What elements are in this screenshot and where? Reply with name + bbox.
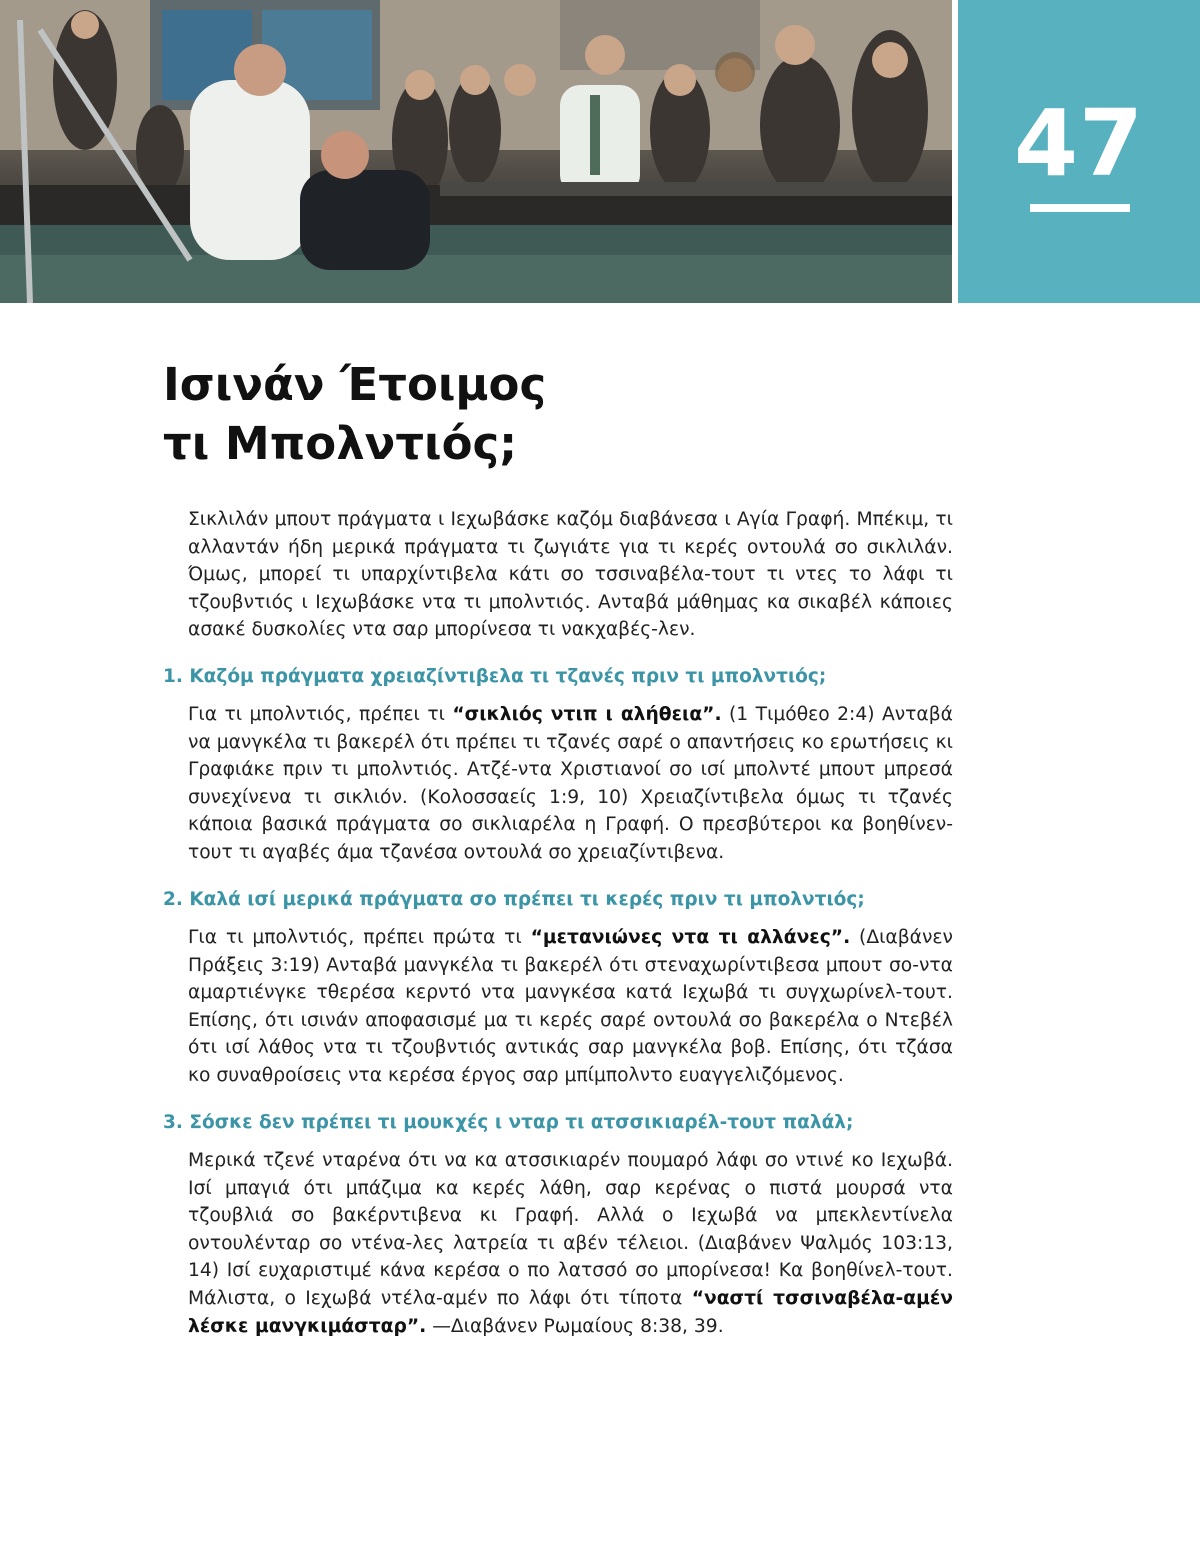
baptism-photo	[0, 0, 952, 303]
question-3-heading: 3. Σόσκε δεν πρέπει τι μουκχές ι νταρ τι ατσσικιαρέλ-τουτ παλάλ;	[163, 1112, 854, 1133]
question-1-heading: 1. Καζόμ πράγματα χρειαζίντιβελα τι τζανές πριν τι μπολντιός;	[163, 666, 827, 687]
lesson-number: 47	[1013, 90, 1145, 197]
lesson-number-box	[958, 0, 1200, 303]
intro-paragraph: Σικλιλάν μπουτ πράγματα ι Ιεχωβάσκε καζόμ διαβάνεσα ι Αγία Γραφή. Μπέκιμ, τι αλλαντάν ήδη μερικά πράγματα τι ζωγιάτε για τι κερές οντουλά σο σικλιλάν. Όμως, μπορεί τι υπαρχίντιβελα κάτι σο τσσιναβέλα-τουτ τι ντες το λάφι τι τζουβντιός ι Ιεχωβάσκε ντα τι μπολντιός. Ανταβά μάθημας κα σικαβέλ κάποιες ασακέ δυσκολίες ντα σαρ μπορίνεσα τι νακχαβές-λεν.	[188, 509, 953, 641]
page-title	[163, 355, 546, 473]
answer-2-text-cont: (Διαβάνεν Πράξεις 3:19) Ανταβά μανγκέλα τι βακερέλ ότι στεναχωρίντιβεσα μπουτ σο-ντα αμαρτιένγκε τθερέσα κερντό ντα μανγκέσα κατά Ιεχωβά τι συγχωρίνελ-τουτ. Επίσης, ότι ισινάν αποφασισμέ μα τι κερές σαρέ οντουλά σο βακερέλα ο Ντεβέλ ότι ισί λάθος ντα τι τζουβντιός αντικάς σαρ μανγκέλα βοβ. Επίσης, ότι τζάσα κο συναθροίσεις ντα κερέσα έργος σαρ μπίμπολντο ευαγγελιζόμενος.	[188, 927, 953, 1086]
question-2-heading: 2. Καλά ισί μερικά πράγματα σο πρέπει τι κερές πριν τι μπολντιός;	[163, 889, 865, 910]
answer-1-emphasis: “σικλιός ντιπ ι αλήθεια”.	[452, 704, 722, 725]
answer-2-emphasis: “μετανιώνες ντα τι αλλάνες”.	[530, 927, 851, 948]
question-2-answer	[188, 924, 953, 1090]
answer-2-text: Για τι μπολντιός, πρέπει πρώτα τι	[188, 927, 531, 948]
answer-3-emphasis: “ναστί τσσιναβέλα-αμέν λέσκε μανγκιμάσταρ”.	[188, 1287, 953, 1337]
answer-3-text-cont: —Διαβάνεν Ρωμαίους 8:38, 39.	[426, 1315, 724, 1337]
page-title-line-1: Ισινάν Έτοιμος	[163, 358, 547, 411]
answer-3-text: Μερικά τζενέ νταρένα ότι να κα ατσσικιαρέν πουμαρό λάφι σο ντινέ κο Ιεχωβά. Ισί μπαγιά ότι μπάζιμα κα κερές λάθη, σαρ κερένας ο πιστά μουρσά ντα τζουβλιά σο βακέρντιβενα κι Γραφή. Αλλά ο Ιεχωβά να μπεκλεντίνελα οντουλένταρ σο ντένα-λες λατρεία τι αβέν τέλειοι. (Διαβάνεν Ψαλμός 103:13, 14) Ισί ευχαριστιμέ κάνα κερέσα ο πο λατσσό σο μπορίνεσα! Κα βοηθίνελ-τουτ. Μάλιστα, ο Ιεχωβά ντέλα-αμέν πο λάφι ότι τίποτα	[188, 1150, 953, 1309]
lesson-number-underline	[1030, 204, 1130, 212]
baptism-photo-illustration	[0, 0, 952, 303]
question-3-answer	[188, 1147, 953, 1340]
page-title-line-2: τι Μπολντιός;	[163, 417, 518, 470]
question-1-answer	[188, 701, 953, 867]
answer-1-text: Για τι μπολντιός, πρέπει τι	[188, 704, 453, 725]
answer-1-text-cont: (1 Τιμόθεο 2:4) Ανταβά να μανγκέλα τι βακερέλ ότι πρέπει τι τζανές σαρέ ο απαντήσεις κο ερωτήσεις κι Γραφιάκε πριν τι μπολντιός. Ατζέ-ντα Χριστιανοί σο ισί μπολντέ μπουτ μπρεσά συνεχίνενα τι σικλιόν. (Κολοσσαείς 1:9, 10) Χρειαζίντιβελα όμως τι τζανές κάποια βασικά πράγματα σο σικλιαρέλα η Γραφή. Ο πρεσβύτεροι κα βοηθίνεν-τουτ τι αγαβές άμα τζανέσα οντουλά σο χρειαζίντιβενα.	[188, 704, 953, 863]
